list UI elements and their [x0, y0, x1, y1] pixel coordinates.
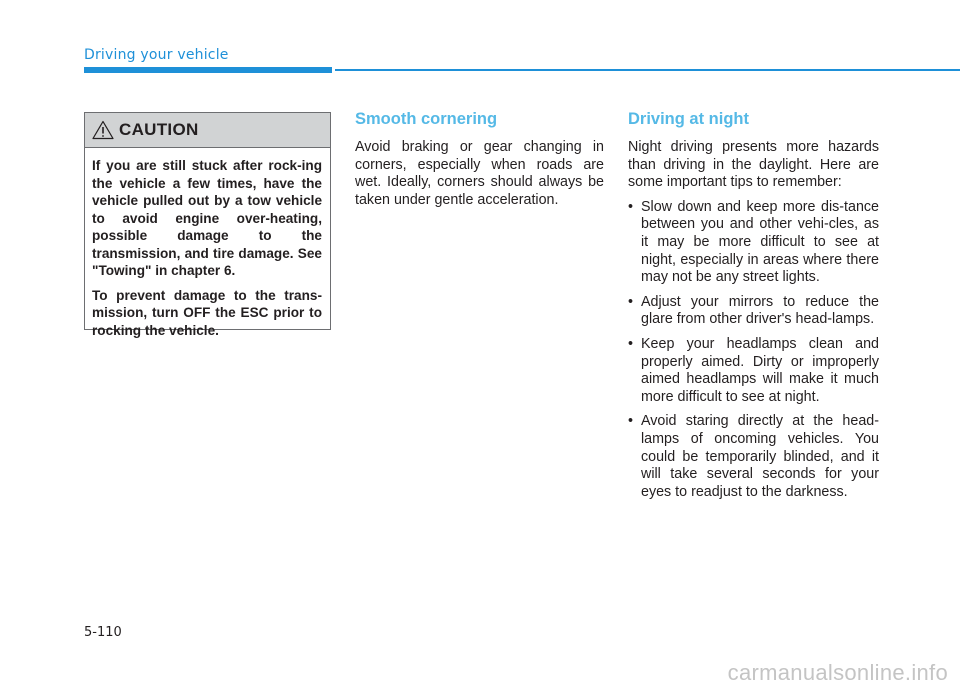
- warning-triangle-icon: [92, 120, 114, 140]
- caution-paragraph: If you are still stuck after rock-ing the vehicle a few times, have the vehicle pulled out by a tow vehicle to avoid engine over-heating, possible damage to the transmission, and tire damage. See "Towing" in chapter 6.: [92, 158, 322, 278]
- section-header-title: Driving your vehicle: [84, 47, 229, 63]
- list-item: • Keep your headlamps clean and properly aimed. Dirty or improperly aimed headlamps will make it much more difficult to see at night.: [628, 336, 879, 406]
- caution-label: CAUTION: [119, 120, 199, 139]
- list-item: • Slow down and keep more dis-tance between you and other vehi-cles, as it may be more difficult to see at night, especially in areas where there may not be any street lights.: [628, 199, 879, 287]
- list-item: • Adjust your mirrors to reduce the glare from other driver's head-lamps.: [628, 294, 879, 329]
- smooth-cornering-text: Avoid braking or gear changing in corners, especially when roads are wet. Ideally, corners should always be taken under gentle acceleration.: [355, 139, 604, 208]
- header-rule-thick: [84, 67, 332, 73]
- page-number: 5-110: [84, 625, 122, 640]
- caution-body: [85, 148, 330, 339]
- header-rule-thin: [335, 69, 960, 71]
- section-title-smooth-cornering: Smooth cornering: [355, 110, 498, 128]
- section-title-driving-at-night: Driving at night: [628, 110, 749, 128]
- caution-header: [85, 113, 330, 148]
- list-item: • Avoid staring directly at the head-lamps of oncoming vehicles. You could be temporarily blinded, and it will take several seconds for your eyes to readjust to the darkness.: [628, 413, 879, 501]
- watermark[interactable]: carmanualsonline.info: [727, 660, 948, 685]
- caution-paragraph: To prevent damage to the trans-mission, turn OFF the ESC prior to rocking the vehicle.: [92, 287, 322, 338]
- caution-box: [84, 112, 331, 338]
- driving-at-night-section: [628, 110, 879, 508]
- night-tips-list: [628, 199, 879, 502]
- driving-at-night-intro: Night driving presents more hazards than driving in the daylight. Here are some important tips to remember:: [628, 139, 879, 191]
- smooth-cornering-section: [355, 110, 604, 209]
